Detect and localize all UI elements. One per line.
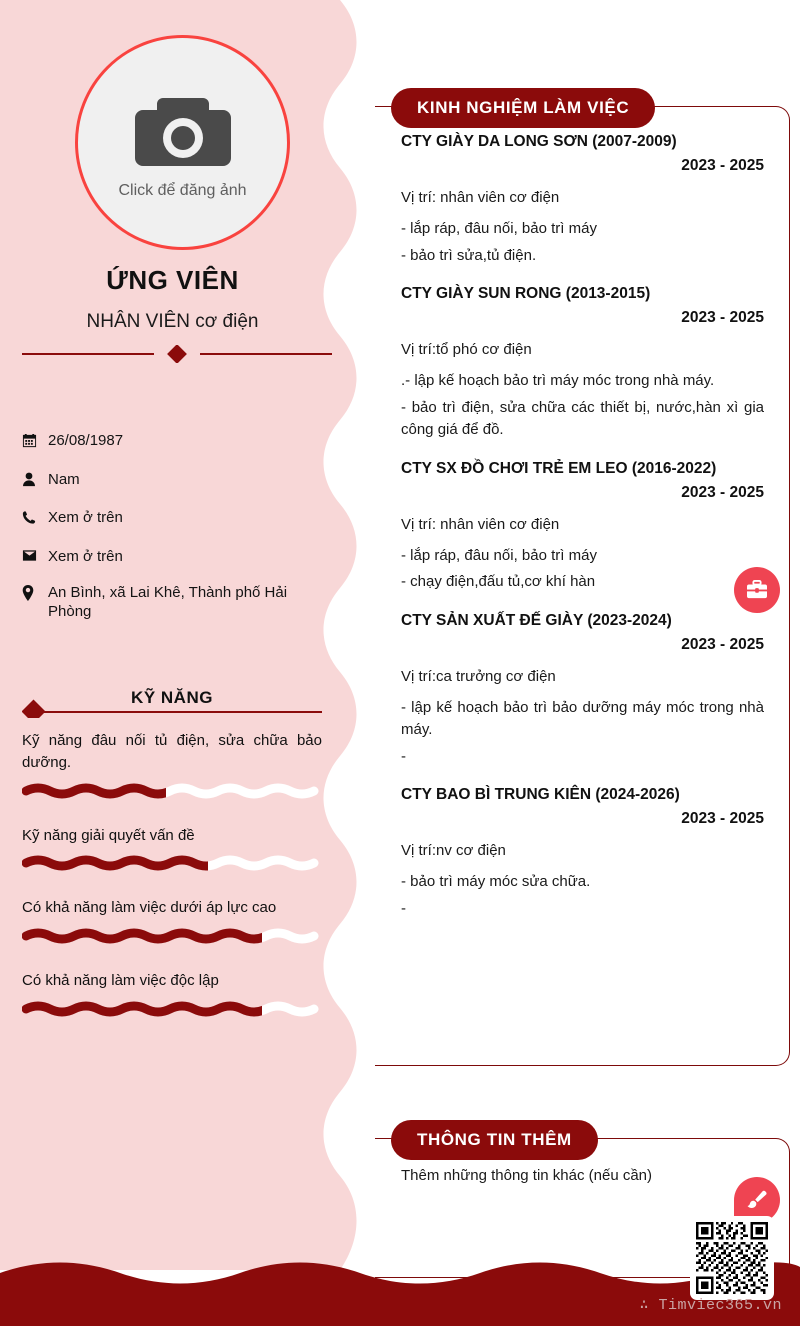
contact-value: 26/08/1987: [48, 432, 124, 449]
photo-upload-label: Click để đăng ảnh: [118, 181, 247, 199]
skill-progress-bar: [22, 927, 322, 945]
experience-item: [401, 612, 764, 769]
experience-company: CTY BAO BÌ TRUNG KIÊN (2024-2026): [401, 786, 680, 803]
calendar-icon: [22, 432, 48, 453]
skill-item: [22, 970, 322, 1037]
experience-item: [401, 133, 764, 267]
location-pin-icon: [22, 584, 48, 606]
contact-item-birthdate: [22, 432, 332, 453]
skill-item: [22, 825, 322, 892]
contact-value: Nam: [48, 470, 80, 488]
experience-duty: - lập kế hoạch bảo trì bảo dưỡng máy móc trong nhà máy.: [401, 698, 764, 738]
experience-period: 2023 - 2025: [681, 309, 764, 326]
skill-label: Có khả năng làm việc dưới áp lực cao: [22, 899, 277, 917]
experience-duty: - bảo trì sửa,tủ điện.: [401, 246, 537, 264]
footer-wave: [0, 1255, 800, 1326]
experience-period: 2023 - 2025: [681, 483, 764, 501]
additional-section-title: THÔNG TIN THÊM: [391, 1120, 598, 1160]
skills-title: KỸ NĂNG: [131, 688, 213, 707]
experience-section-title: KINH NGHIỆM LÀM VIỆC: [391, 88, 655, 128]
contact-value: An Bình, xã Lai Khê, Thành phố Hải Phòng: [48, 584, 288, 620]
experience-company: CTY SẢN XUẤT ĐẾ GIÀY (2023-2024): [401, 611, 672, 629]
sidebar: [0, 0, 378, 1270]
briefcase-icon: [746, 580, 768, 600]
experience-position: Vị trí:tổ phó cơ điện: [401, 341, 532, 358]
experience-item: [401, 460, 764, 594]
experience-duty: - bảo trì máy móc sửa chữa.: [401, 873, 591, 890]
skill-label: Có khả năng làm việc độc lập: [22, 972, 219, 989]
footer-brand: ∴ Timviec365.vn: [639, 1297, 782, 1314]
experience-period: 2023 - 2025: [681, 635, 764, 653]
skill-label: Kỹ năng giải quyết vấn đề: [22, 826, 195, 844]
experience-duty: .- lập kế hoạch bảo trì máy móc trong nhà máy.: [401, 372, 715, 389]
experience-list: [375, 88, 790, 954]
photo-upload-area[interactable]: [75, 35, 290, 250]
qr-code-image: [696, 1222, 768, 1294]
contact-item-phone: [22, 509, 332, 530]
experience-position: Vị trí:ca trưởng cơ điện: [401, 667, 556, 685]
contact-item-email: [22, 548, 332, 567]
experience-period: 2023 - 2025: [681, 157, 764, 174]
candidate-job-title: NHÂN VIÊN cơ điện: [86, 311, 259, 332]
experience-period: 2023 - 2025: [681, 810, 764, 827]
person-icon: [22, 471, 48, 492]
skills-section-header: [22, 688, 322, 718]
experience-duty: - chạy điện,đấu tủ,cơ khí hàn: [401, 573, 596, 590]
envelope-icon: [22, 548, 48, 567]
skills-list: [22, 730, 322, 1043]
experience-duty: - bảo trì điện, sửa chữa các thiết bị, nước,hàn xì gia công giá để đồ.: [401, 398, 764, 438]
contact-item-address: [22, 584, 332, 622]
experience-item: [401, 786, 764, 920]
experience-item: [401, 285, 764, 442]
experience-duty: -: [401, 747, 406, 765]
experience-company: CTY GIÀY DA LONG SƠN (2007-2009): [401, 133, 677, 150]
experience-position: Vị trí: nhân viên cơ điện: [401, 515, 560, 533]
experience-company: CTY GIÀY SUN RONG (2013-2015): [401, 285, 651, 302]
additional-info-text: Thêm những thông tin khác (nếu cần): [401, 1167, 653, 1184]
edit-experience-button[interactable]: [734, 567, 780, 613]
diamond-divider: [22, 345, 332, 363]
skill-progress-bar: [22, 854, 322, 872]
contact-value: Xem ở trên: [48, 547, 123, 565]
additional-info-section: [375, 1120, 790, 1204]
skill-progress-bar: [22, 782, 322, 800]
contact-value: Xem ở trên: [48, 509, 123, 526]
phone-icon: [22, 509, 48, 530]
experience-position: Vị trí: nhân viên cơ điện: [401, 189, 560, 206]
contact-info-list: [22, 432, 332, 640]
skill-item: [22, 897, 322, 964]
contact-item-gender: [22, 471, 332, 492]
experience-section: [375, 88, 790, 954]
experience-duty: - lắp ráp, đâu nối, bảo trì máy: [401, 220, 597, 237]
qr-code: [690, 1216, 774, 1300]
paintbrush-icon: [745, 1188, 769, 1212]
skill-item: [22, 730, 322, 819]
experience-company: CTY SX ĐỒ CHƠI TRẺ EM LEO (2016-2022): [401, 459, 717, 477]
camera-icon: [131, 92, 235, 172]
candidate-name: ỨNG VIÊN: [106, 265, 239, 295]
skill-progress-bar: [22, 1000, 322, 1018]
experience-position: Vị trí:nv cơ điện: [401, 842, 506, 859]
experience-duty: - lắp ráp, đâu nối, bảo trì máy: [401, 546, 597, 564]
experience-duty: -: [401, 899, 406, 917]
skill-label: Kỹ năng đâu nối tủ điện, sửa chữa bảo dưỡng.: [22, 732, 322, 771]
main-content: [370, 0, 800, 1270]
